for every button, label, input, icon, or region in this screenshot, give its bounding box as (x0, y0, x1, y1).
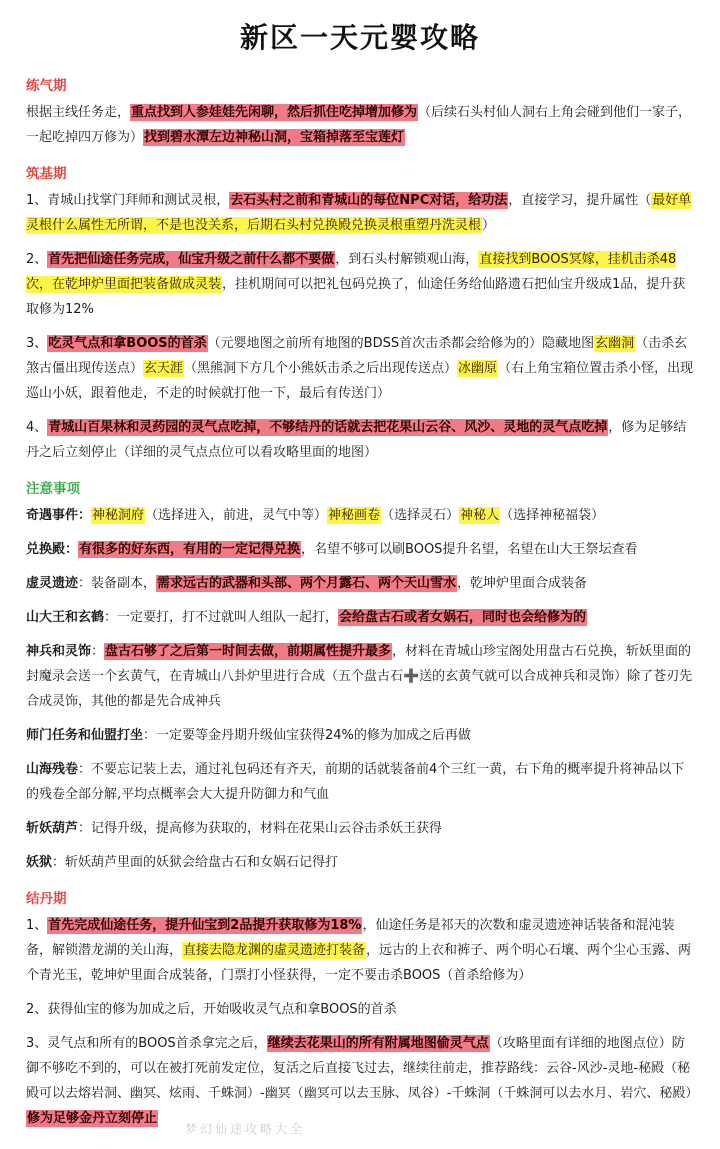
guide-paragraph (26, 331, 694, 406)
text-segment: ，乾坤炉里面合成装备 (457, 576, 588, 591)
highlighted-text: 继续去花果山的所有附属地图偷灵气点 (267, 1036, 489, 1051)
highlighted-text: 直接找到BOOS冥嫁，挂机击杀48次，在乾坤炉里面把装备做成灵装 (26, 252, 677, 292)
highlighted-text: 冰幽原 (458, 361, 498, 376)
text-segment: 2、获得仙宝的修为加成之后，开始吸收灵气点和拿BOOS的首杀 (26, 1002, 397, 1017)
bold-label: 兑换殿： (26, 542, 79, 557)
text-segment: （攻略里面有详细的地图点位）防御不够吃不到的，可以在被打死前发定位，复活之后直接飞过去，继续往前走，推荐路线：云谷-风沙-灵地-秘殿（秘殿可以去熔岩洞、幽冥、炫雨、千蛛洞）-幽冥（幽冥可以去玉脉、凤谷）-千蛛洞（千蛛洞可以去水月、岩穴、秘殿） (26, 1036, 699, 1101)
text-segment: ：斩妖葫芦里面的妖狱会给盘古石和女娲石记得打 (52, 855, 339, 870)
guide-paragraph (26, 605, 694, 630)
text-segment: ：装备副本， (78, 576, 157, 591)
text-segment: ） (482, 218, 496, 233)
guide-paragraph (26, 850, 694, 875)
section-heading: 筑基期 (26, 166, 67, 182)
text-segment: ：记得升级，提高修为获取的，材料在花果山云谷击杀妖王获得 (78, 821, 443, 836)
guide-paragraph (26, 503, 694, 528)
text-segment: ，直接学习，提升属性（ (508, 193, 652, 208)
text-segment: 3、灵气点和所有的BOOS首杀拿完之后， (26, 1036, 267, 1051)
text-segment: （黑熊洞下方几个小熊妖击杀之后出现传送点） (184, 361, 458, 376)
bold-label: 虚灵遗迹 (26, 576, 79, 591)
highlighted-text: 会给盘古石或者女娲石，同时也会给修为的 (339, 610, 587, 625)
text-segment: （后续石头村仙人洞右上角会碰到他们一家子，一起吃掉四万修为） (26, 105, 692, 145)
section-heading: 练气期 (26, 78, 67, 94)
highlighted-text: 玄天涯 (144, 361, 184, 376)
highlighted-text: 盘古石够了之后第一时间去做，前期属性提升最多 (105, 644, 392, 659)
page-title: 新区一天元婴攻略 (239, 21, 480, 54)
guide-paragraph (26, 723, 694, 748)
text-segment: （元婴地图之前所有地图的BDSS首次击杀都会给修为的）隐藏地图 (207, 336, 595, 351)
text-segment: ，挂机期间可以把礼包码兑换了，仙途任务给仙路遗石把仙宝升级成1品，提升获取修为12% (26, 277, 686, 317)
highlighted-text: 修为足够金丹立刻停止 (27, 1111, 158, 1126)
guide-paragraph (26, 537, 694, 562)
section-heading: 注意事项 (26, 481, 80, 497)
text-segment: （选择神秘福袋） (500, 508, 605, 523)
guide-paragraph (26, 188, 694, 238)
bold-label: 山大王和玄鹤 (26, 610, 105, 625)
highlighted-text: 青城山百果林和灵药园的灵气点吃掉，不够结丹的话就去把花果山云谷、风沙、灵地的灵气点吃掉 (48, 420, 608, 435)
text-segment: ，修为足够结丹之后立刻停止（详细的灵气点点位可以看攻略里面的地图） (26, 420, 687, 460)
text-segment: ： (91, 644, 105, 659)
text-segment: ，到石头村解锁观山海， (335, 252, 479, 267)
highlighted-text: 重点找到人参娃娃先闲聊，然后抓住吃掉增加修为 (131, 105, 418, 120)
highlighted-text: 找到碧水潭左边神秘山洞，宝箱掉落至宝莲灯 (144, 130, 405, 145)
text-segment: 根据主线任务走， (26, 105, 131, 120)
guide-paragraph (26, 247, 694, 322)
text-segment: ，仙途任务是祁天的次数和虚灵遗迹神话装备和混沌装备，解锁潜龙湖的关山海， (26, 918, 675, 958)
bold-label: 师门任务和仙盟打坐 (26, 728, 144, 743)
text-segment: ：一定要等金丹期升级仙宝获得24%的修为加成之后再做 (143, 728, 471, 743)
text-segment: ，远古的上衣和裤子、两个明心石壤、两个尘心玉露、两个青光玉，乾坤炉里面合成装备，门票打小怪获得，一定不要击杀BOOS（首杀给修为） (26, 943, 692, 983)
bold-label: 山海残卷 (26, 762, 79, 777)
highlighted-text: 神秘人 (460, 508, 500, 523)
text-segment: ：不要忘记装上去，通过礼包码还有齐天，前期的话就装备前4个三红一黄，右下角的概率提升将神品以下的残卷全部分解,平均点概率会大大提升防御力和气血 (26, 762, 685, 802)
bold-label: 妖狱 (26, 855, 53, 870)
guide-paragraph (26, 757, 694, 807)
guide-paragraph (26, 415, 694, 465)
highlighted-text: 最好单灵根什么属性无所谓，不是也没关系，后期石头村兑换殿兑换灵根重塑丹洗灵根 (26, 193, 692, 233)
section-heading: 结丹期 (26, 891, 67, 907)
text-segment: 1、 (26, 918, 48, 933)
text-segment: （右上角宝箱位置击杀小怪，出现巡山小妖，跟着他走，不走的时候就打他一下，最后有传送门） (26, 361, 694, 401)
text-segment: ，材料在青城山珍宝阁处用盘古石兑换，斩妖里面的封魔录会送一个玄黄气，在青城山八卦炉里进行合成（五个盘古石➕送的玄黄气就可以合成神兵和灵饰）除了苍刃先合成灵饰，其他的都是先合成神兵 (26, 644, 693, 709)
guide-paragraph (26, 816, 694, 841)
watermark: 梦幻仙途攻略大全 (185, 1122, 306, 1136)
text-segment: 2、 (26, 252, 48, 267)
text-segment: 1、青城山找掌门拜师和测试灵根， (26, 193, 230, 208)
text-segment: 3、 (26, 336, 48, 351)
highlighted-text: 去石头村之前和青城山的每位NPC对话，给功法 (230, 193, 508, 208)
guide-paragraph (26, 100, 694, 150)
guide-paragraph (26, 639, 694, 714)
guide-paragraph (26, 997, 694, 1022)
bold-label: 奇遇事件： (26, 508, 92, 523)
guide-paragraph (26, 571, 694, 596)
highlighted-text: 神秘洞府 (92, 508, 145, 523)
highlighted-text: 神秘画卷 (328, 508, 381, 523)
text-segment: （击杀玄煞古僵出现传送点） (26, 336, 688, 376)
highlighted-text: 首先完成仙途任务，提升仙宝到2品提升获取修为18% (48, 918, 362, 933)
text-segment: ，名望不够可以刷BOOS提升名望，名望在山大王祭坛查看 (301, 542, 638, 557)
highlighted-text: 首先把仙途任务完成，仙宝升级之前什么都不要做 (48, 252, 335, 267)
text-segment: （选择灵石） (381, 508, 460, 523)
guide-content (26, 74, 699, 1131)
highlighted-text: 需求远古的武器和头部、两个月露石、两个天山雪水 (157, 576, 457, 591)
text-segment: （选择进入，前进，灵气中等） (145, 508, 328, 523)
highlighted-text: 有很多的好东西，有用的一定记得兑换 (79, 542, 301, 557)
guide-paragraph (26, 913, 694, 988)
text-segment: ：一定要打，打不过就叫人组队一起打， (104, 610, 339, 625)
bold-label: 斩妖葫芦 (26, 821, 79, 836)
bold-label: 神兵和灵饰 (26, 644, 92, 659)
text-segment: 4、 (26, 420, 48, 435)
highlighted-text: 吃灵气点和拿BOOS的首杀 (48, 336, 207, 351)
highlighted-text: 直接去隐龙渊的虚灵遗迹打装备 (183, 943, 366, 958)
guide-paragraph (26, 1031, 699, 1131)
highlighted-text: 玄幽洞 (595, 336, 635, 351)
